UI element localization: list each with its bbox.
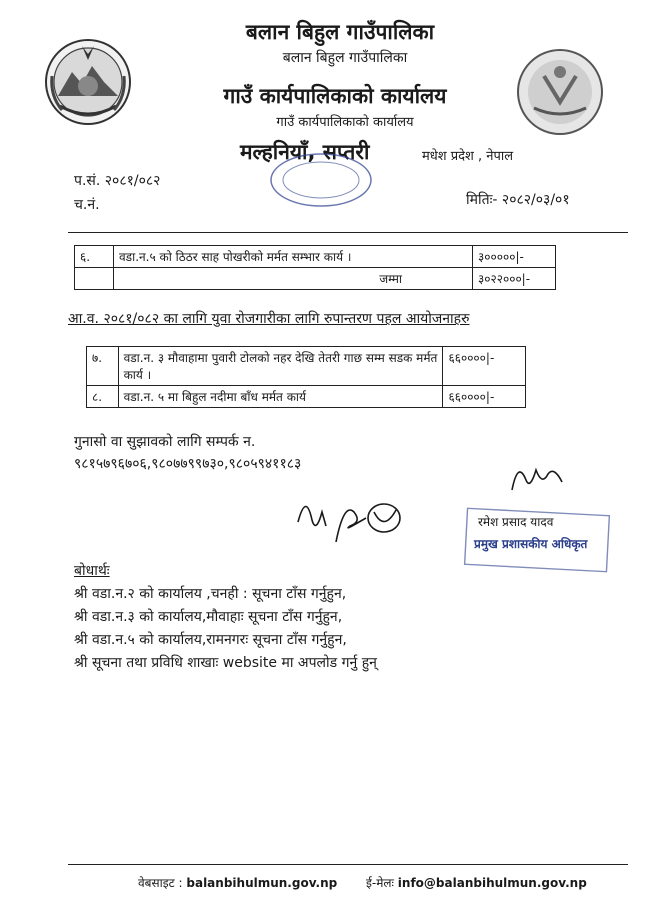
footer-divider xyxy=(68,864,628,865)
signatory-name: रमेश प्रसाद यादव xyxy=(478,515,554,529)
sn-cell: ८. xyxy=(87,386,119,408)
desc-cell: वडा.न.५ को ठिठर साह पोखरीको मर्मत सम्भार कार्य । xyxy=(114,246,473,268)
bodharth-title: बोधार्थः xyxy=(74,563,110,579)
section-title: आ.व. २०८१/०८२ का लागि युवा रोजगारीका लागि रुपान्तरण पहल आयोजनाहरु xyxy=(68,311,470,327)
patra-sankhya: प.सं. २०८१/०८२ xyxy=(74,173,161,189)
bodharth-item: श्री वडा.न.३ को कार्यालय,मौवाहाः सूचना टाँस गर्नुहुन, xyxy=(74,609,343,625)
amount-cell: ३०००००|- xyxy=(473,246,556,268)
sn-cell: ६. xyxy=(75,246,114,268)
desc-cell: वडा.न. ५ मा बिहुल नदीमा बाँध मर्मत कार्य xyxy=(118,386,443,408)
contact-label: गुनासो वा सुझावको लागि सम्पर्क न. xyxy=(74,434,256,450)
date: मितिः- २०८२/०३/०१ xyxy=(466,192,570,208)
officer-signature xyxy=(508,456,568,504)
total-label: जम्मा xyxy=(114,268,473,290)
org-name-alt: बलान बिहुल गाउँपालिका xyxy=(282,50,408,66)
nepal-emblem-icon xyxy=(42,36,134,128)
office-stamp-icon xyxy=(266,150,376,214)
bodharth-item: श्री सूचना तथा प्रविधि शाखाः website मा अपलोड गर्नु हुन् xyxy=(74,655,377,671)
desc-cell: वडा.न. ३ मौवाहामा पुवारी टोलको नहर देखि तेतरी गाछ सम्म सडक मर्मत कार्य । xyxy=(118,347,443,386)
amount-cell: ६६००००|- xyxy=(443,347,526,386)
sn-cell xyxy=(75,268,114,290)
province: मधेश प्रदेश , नेपाल xyxy=(422,149,514,164)
office-name: गाउँ कार्यपालिकाको कार्यालय xyxy=(223,84,447,108)
rojgar-karyakram-logo-icon xyxy=(514,46,606,138)
member-signatures xyxy=(292,482,412,556)
sn-cell: ७. xyxy=(87,347,119,386)
office-location: मल्हनियाँ, सप्तरी xyxy=(240,140,370,164)
website-link[interactable]: balanbihulmun.gov.np xyxy=(186,876,338,890)
footer-email xyxy=(366,874,587,891)
chalani-number: च.नं. xyxy=(74,197,100,213)
bodharth-item: श्री वडा.न.२ को कार्यालय ,चनही : सूचना टाँस गर्नुहुन, xyxy=(74,586,347,602)
office-name-alt: गाउँ कार्यपालिकाको कार्यालय xyxy=(276,115,414,130)
table-row xyxy=(75,246,556,268)
total-amount: ३०२२०००|- xyxy=(473,268,556,290)
website-label: वेबसाइट : xyxy=(138,876,183,890)
table-row xyxy=(87,386,526,408)
table-row-total xyxy=(75,268,556,290)
contact-numbers: ९८१५७९६७०६,९८०७७९९७३०,९८०५९४११८३ xyxy=(74,456,302,472)
footer-website xyxy=(138,874,337,891)
bodharth-item: श्री वडा.न.५ को कार्यालय,रामनगरः सूचना टाँस गर्नुहुन, xyxy=(74,632,347,648)
projects-table-2 xyxy=(86,346,526,408)
projects-table-1 xyxy=(74,245,556,290)
email-link[interactable]: info@balanbihulmun.gov.np xyxy=(397,876,587,890)
amount-cell: ६६००००|- xyxy=(443,386,526,408)
email-label: ई-मेलः xyxy=(366,876,394,890)
org-name: बलान बिहुल गाउँपालिका xyxy=(245,20,435,44)
signatory-title: प्रमुख प्रशासकीय अधिकृत xyxy=(474,537,588,551)
header-divider xyxy=(68,232,628,233)
table-row xyxy=(87,347,526,386)
